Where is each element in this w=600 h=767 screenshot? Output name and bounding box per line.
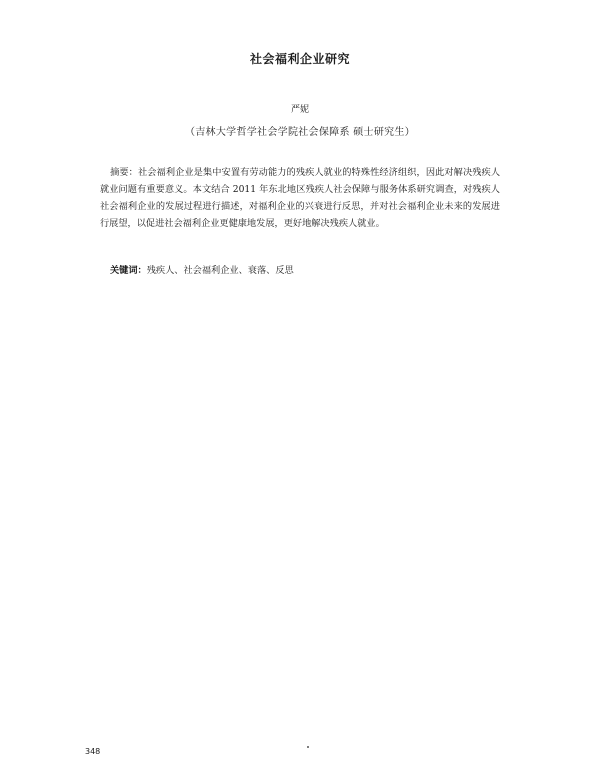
abstract-text: 社会福利企业是集中安置有劳动能力的残疾人就业的特殊性经济组织，因此对解决残疾人就业问题有重要意义。本文结合 2011 年东北地区残疾人社会保障与服务体系研究调查，对残疾人社会福利企业的发展过程进行描述，对福利企业的兴衰进行反思，并对社会福利企业未来的发展进行展望，以促进社会福利企业更健康地发展，更好地解决残疾人就业。	[100, 167, 501, 229]
author-name: 严妮	[290, 105, 309, 115]
keywords-text: 残疾人、社会福利企业、衰落、反思	[146, 265, 294, 276]
keywords-label: 关键词：	[110, 265, 147, 276]
paper-title: 社会福利企业研究	[249, 52, 350, 66]
keywords	[110, 262, 500, 279]
abstract	[100, 164, 500, 232]
page-number: 348	[85, 747, 101, 756]
abstract-label: 摘要：	[110, 167, 138, 178]
author-affiliation: （吉林大学哲学社会学院社会保障系 硕士研究生）	[184, 127, 416, 138]
scan-speck	[307, 746, 309, 748]
